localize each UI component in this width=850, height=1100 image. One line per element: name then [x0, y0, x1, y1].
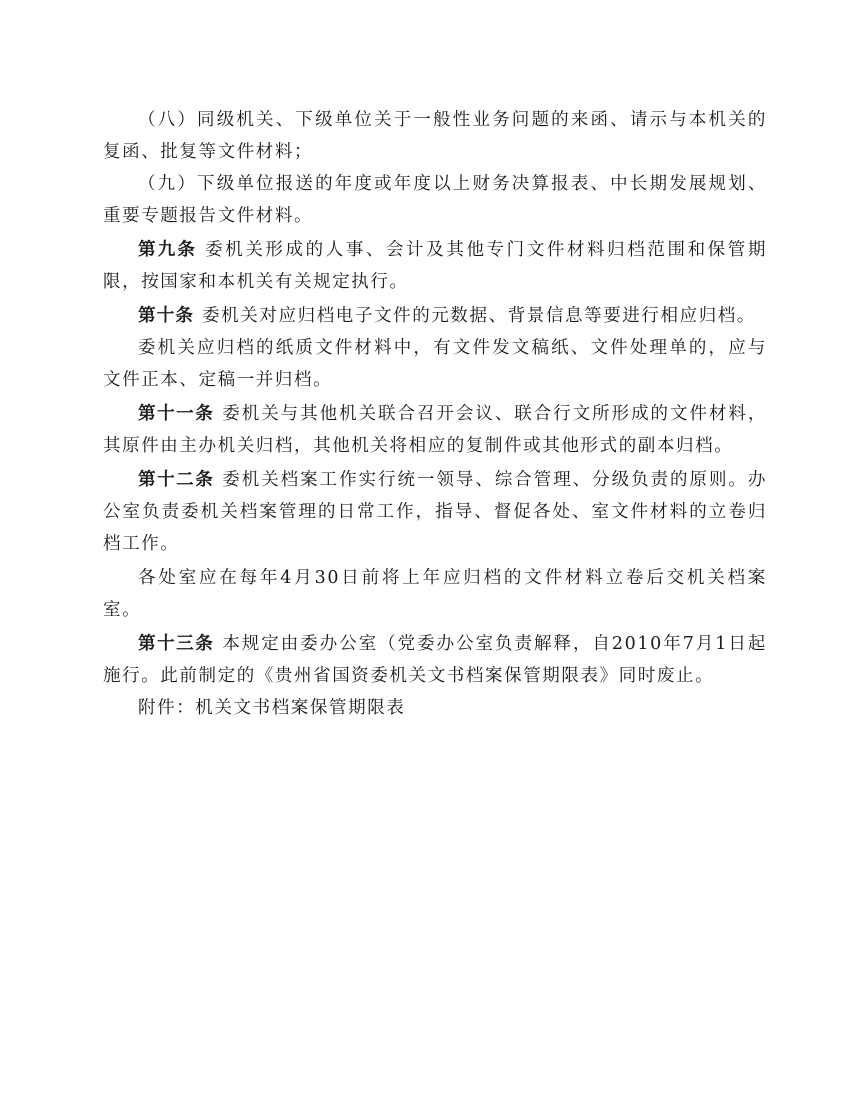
article-10-para-2 — [103, 332, 767, 396]
article-11 — [103, 398, 767, 462]
article-9-text: 委机关形成的人事、会计及其他专门文件材料归档范围和保管期限，按国家和本机关有关规定执行。 — [103, 240, 767, 292]
article-13-text: 本规定由委办公室（党委办公室负责解释，自2010年7月1日起施行。此前制定的《贵州省国资委机关文书档案保管期限表》同时废止。 — [103, 634, 767, 686]
article-10 — [103, 300, 767, 332]
article-13-label: 第十三条 — [138, 634, 215, 654]
article-11-label: 第十一条 — [138, 404, 215, 424]
article-9 — [103, 234, 767, 298]
item-9-text: （九）下级单位报送的年度或年度以上财务决算报表、中长期发展规划、重要专题报告文件材料。 — [103, 174, 767, 226]
document-page — [103, 104, 767, 724]
article-13 — [103, 628, 767, 692]
article-10-para-2-text: 委机关应归档的纸质文件材料中，有文件发文稿纸、文件处理单的，应与文件正本、定稿一并归档。 — [103, 338, 767, 390]
attachment-line — [103, 692, 767, 724]
article-11-text: 委机关与其他机关联合召开会议、联合行文所形成的文件材料，其原件由主办机关归档，其他机关将相应的复制件或其他形式的副本归档。 — [103, 404, 767, 456]
item-9 — [103, 168, 767, 232]
item-8-text: （八）同级机关、下级单位关于一般性业务问题的来函、请示与本机关的复函、批复等文件材料； — [103, 110, 767, 162]
attachment-text: 附件：机关文书档案保管期限表 — [138, 698, 406, 718]
article-10-label: 第十条 — [138, 306, 195, 326]
article-12-para-2 — [103, 562, 767, 626]
article-12-text: 委机关档案工作实行统一领导、综合管理、分级负责的原则。办公室负责委机关档案管理的日常工作，指导、督促各处、室文件材料的立卷归档工作。 — [103, 470, 767, 554]
article-12-label: 第十二条 — [138, 470, 215, 490]
article-10-text: 委机关对应归档电子文件的元数据、背景信息等要进行相应归档。 — [202, 306, 757, 326]
article-12-para-2-text: 各处室应在每年4月30日前将上年应归档的文件材料立卷后交机关档案室。 — [103, 568, 767, 620]
item-8 — [103, 104, 767, 168]
article-9-label: 第九条 — [138, 240, 198, 260]
article-12 — [103, 464, 767, 560]
